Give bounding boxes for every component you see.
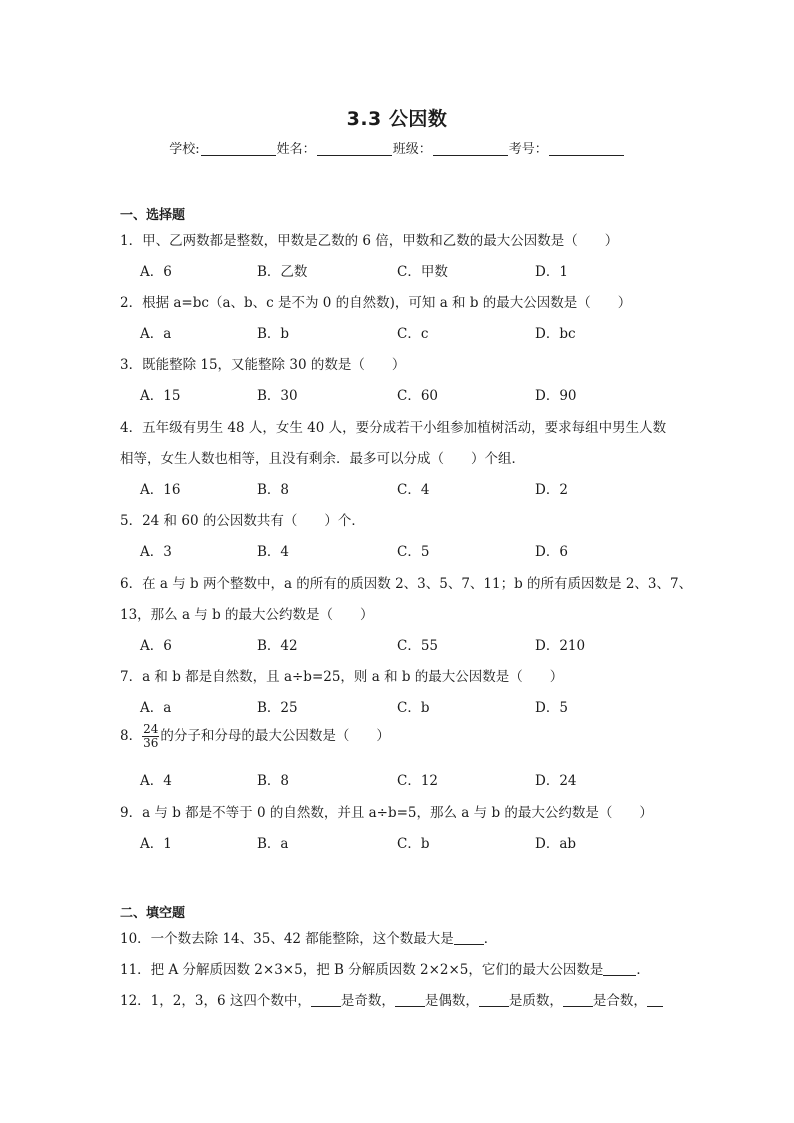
answer-blank[interactable] (479, 993, 509, 1007)
option-b[interactable]: B．8 (257, 773, 290, 789)
question-12 (120, 989, 663, 1009)
option-d[interactable]: D．ab (535, 836, 577, 852)
answer-blank[interactable] (647, 993, 663, 1007)
option-d[interactable]: D．5 (535, 700, 568, 716)
option-b[interactable]: B．30 (257, 388, 298, 404)
question-12-part-4: 是质数， (508, 993, 563, 1009)
question-2: 2．根据 a=bc（a、b、c 是不为 0 的自然数)，可知 a 和 b 的最大公因数是（ ） (120, 295, 632, 311)
exam-no-label: 考号： (508, 142, 548, 157)
question-1: 1．甲、乙两数都是整数，甲数是乙数的 6 倍，甲数和乙数的最大公因数是（ ） (120, 233, 619, 249)
class-label: 班级： (392, 142, 432, 157)
question-8-text: 的分子和分母的最大公因数是（ ） (160, 728, 390, 744)
question-12-part-3: 是偶数， (424, 993, 479, 1009)
option-a[interactable]: A．a (140, 700, 172, 716)
option-b[interactable]: B．b (257, 326, 290, 342)
option-a[interactable]: A．1 (140, 836, 172, 852)
answer-blank[interactable] (311, 993, 341, 1007)
option-d[interactable]: D．210 (535, 638, 586, 654)
option-b[interactable]: B．4 (257, 544, 290, 560)
option-c[interactable]: C．b (397, 700, 430, 716)
option-a[interactable]: A．a (140, 326, 172, 342)
option-d[interactable]: D．1 (535, 264, 568, 280)
question-3: 3．既能整除 15，又能整除 30 的数是（ ） (120, 357, 406, 373)
question-12-part-1: 12．1，2，3，6 这四个数中， (120, 993, 311, 1009)
fraction-numerator: 24 (143, 722, 159, 736)
section-fill: 二、填空题 (120, 906, 186, 921)
option-d[interactable]: D．24 (535, 773, 577, 789)
answer-blank[interactable] (603, 962, 636, 976)
options-4 (140, 478, 700, 496)
option-d[interactable]: D．90 (535, 388, 577, 404)
fraction (142, 723, 159, 750)
option-a[interactable]: A．3 (140, 544, 172, 560)
question-4-line-2: 相等，女生人数也相等，且没有剩余．最多可以分成（ ）个组． (120, 451, 525, 467)
question-11 (120, 958, 650, 978)
question-7: 7．a 和 b 都是自然数，且 a÷b=25，则 a 和 b 的最大公因数是（ ） (120, 669, 564, 685)
option-c[interactable]: C．4 (397, 482, 430, 498)
question-6-line-1: 6．在 a 与 b 两个整数中，a 的所有的质因数 2、3、5、7、11；b 的所有质因数是 2、3、7、 (120, 576, 693, 592)
question-8 (120, 723, 390, 750)
question-5: 5．24 和 60 的公因数共有（ ）个． (120, 513, 365, 529)
option-c[interactable]: C．55 (397, 638, 439, 654)
option-a[interactable]: A．15 (140, 388, 181, 404)
option-c[interactable]: C．c (397, 326, 429, 342)
class-blank[interactable] (433, 142, 508, 156)
question-4-line-1: 4．五年级有男生 48 人，女生 40 人，要分成若干小组参加植树活动，要求每组中男生人数 (120, 420, 667, 436)
option-a[interactable]: A．4 (140, 773, 172, 789)
options-9 (140, 832, 700, 850)
option-c[interactable]: C．60 (397, 388, 439, 404)
option-a[interactable]: A．6 (140, 264, 172, 280)
question-11-text: 11．把 A 分解质因数 2×3×5，把 B 分解质因数 2×2×5，它们的最大公因数是 (120, 962, 604, 978)
option-b[interactable]: B．a (257, 836, 289, 852)
options-5 (140, 540, 700, 558)
options-7 (140, 696, 700, 714)
question-8-prefix: 8． (120, 728, 143, 744)
question-12-part-5: 是合数， (592, 993, 647, 1009)
question-10-text: 10．一个数去除 14、35、42 都能整除，这个数最大是 (120, 931, 454, 947)
option-d[interactable]: D．bc (535, 326, 576, 342)
option-c[interactable]: C．b (397, 836, 430, 852)
question-9: 9．a 与 b 都是不等于 0 的自然数，并且 a÷b=5，那么 a 与 b 的最大公约数是（ ） (120, 805, 653, 821)
answer-blank[interactable] (563, 993, 593, 1007)
options-8 (140, 769, 700, 787)
question-12-part-2: 是奇数， (340, 993, 395, 1009)
question-11-end: ． (636, 962, 650, 978)
option-a[interactable]: A．16 (140, 482, 181, 498)
student-info-line (0, 138, 794, 157)
option-c[interactable]: C．5 (397, 544, 430, 560)
name-label: 姓名： (276, 142, 316, 157)
option-d[interactable]: D．6 (535, 544, 568, 560)
options-3 (140, 384, 700, 402)
answer-blank[interactable] (454, 931, 484, 945)
option-b[interactable]: B．25 (257, 700, 298, 716)
option-c[interactable]: C．甲数 (397, 264, 448, 280)
option-b[interactable]: B．乙数 (257, 264, 308, 280)
school-blank[interactable] (201, 142, 276, 156)
option-a[interactable]: A．6 (140, 638, 172, 654)
option-b[interactable]: B．42 (257, 638, 298, 654)
options-2 (140, 322, 700, 340)
section-choice: 一、选择题 (120, 208, 186, 223)
question-6-line-2: 13，那么 a 与 b 的最大公约数是（ ） (120, 607, 374, 623)
option-d[interactable]: D．2 (535, 482, 568, 498)
option-b[interactable]: B．8 (257, 482, 290, 498)
options-6 (140, 634, 700, 652)
exam-no-blank[interactable] (549, 142, 624, 156)
school-label: 学校: (169, 142, 200, 157)
option-c[interactable]: C．12 (397, 773, 439, 789)
name-blank[interactable] (317, 142, 392, 156)
page-title: 3.3 公因数 (346, 108, 448, 130)
question-10 (120, 927, 497, 947)
answer-blank[interactable] (395, 993, 425, 1007)
options-1 (140, 260, 700, 278)
fraction-denominator: 36 (143, 736, 159, 750)
question-10-end: ． (483, 931, 498, 947)
